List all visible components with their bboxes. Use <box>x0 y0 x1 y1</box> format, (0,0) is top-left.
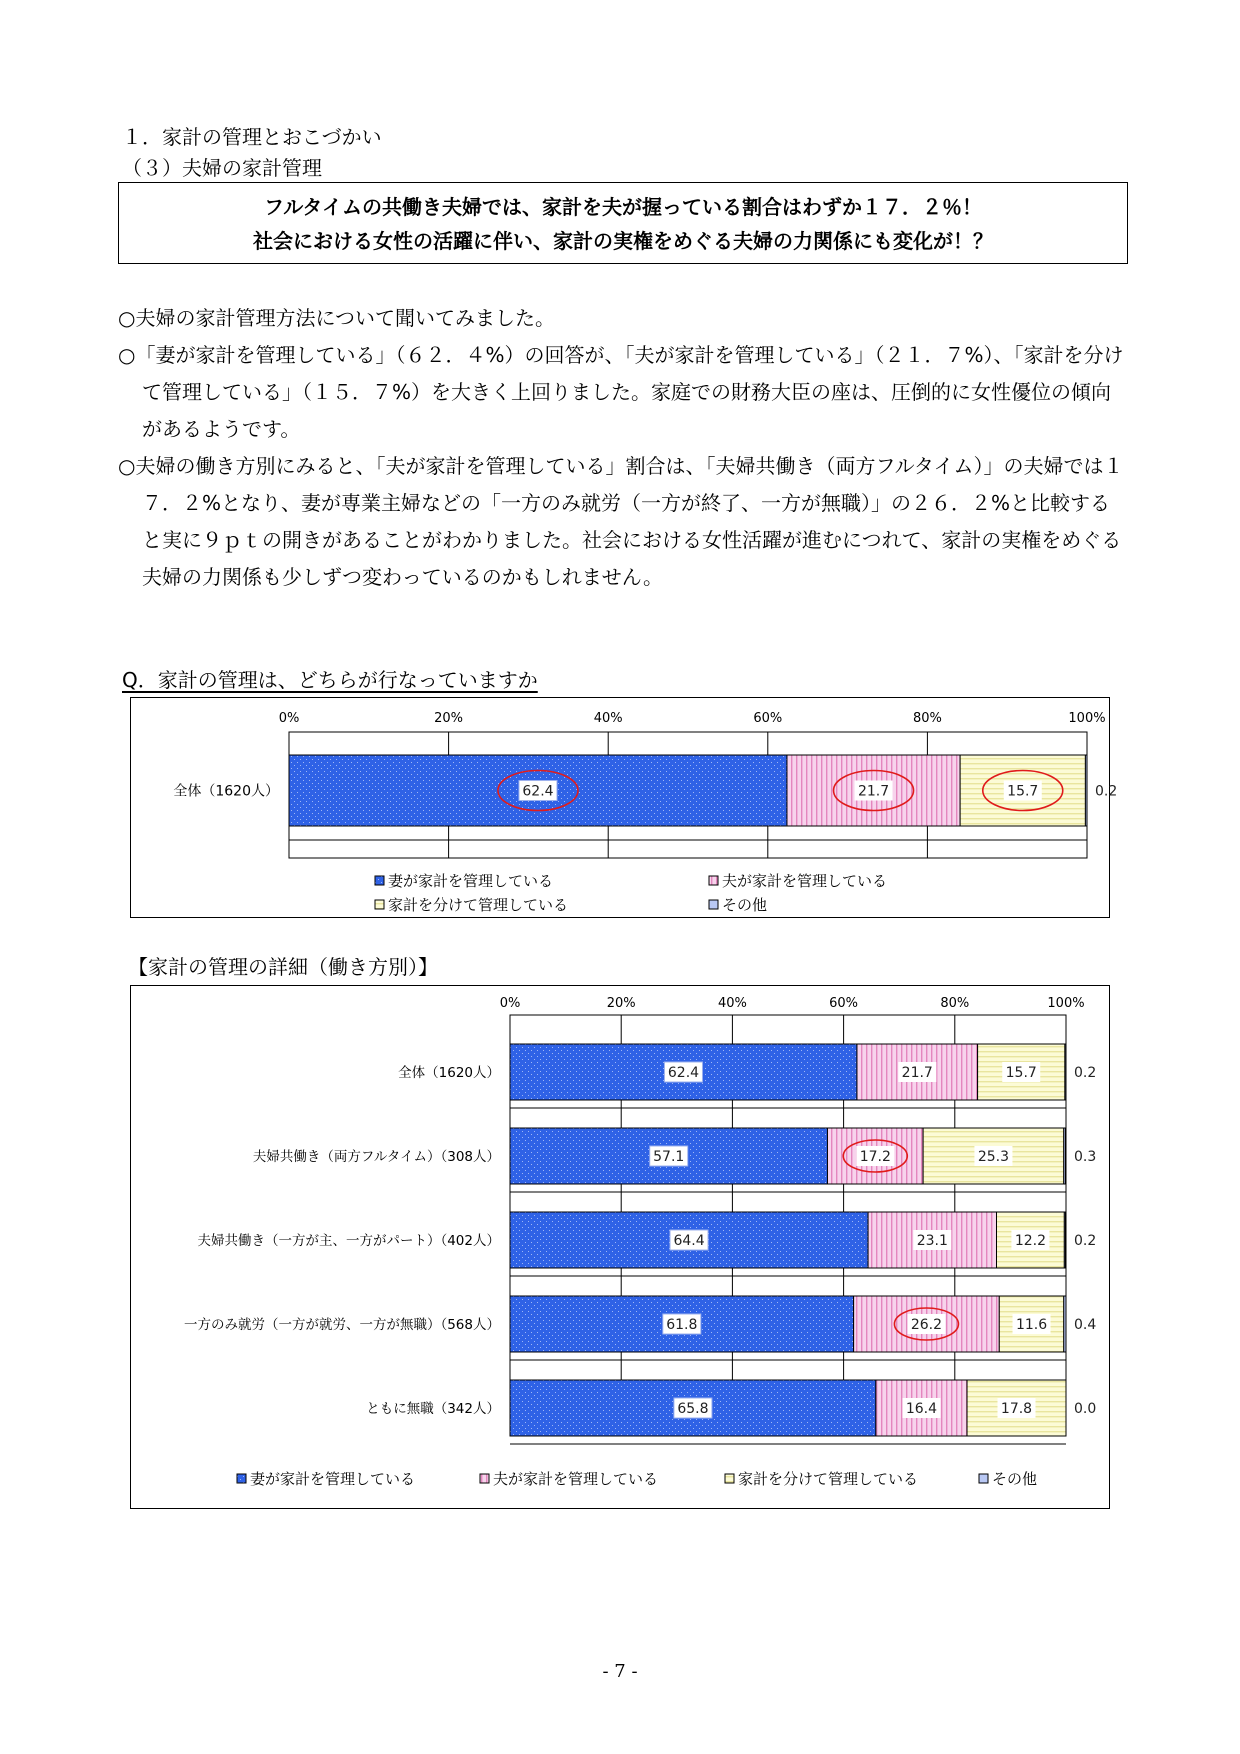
data-label: 0.4 <box>1074 1317 1097 1333</box>
survey-question: Q．家計の管理は、どちらが行なっていますか <box>122 668 538 692</box>
legend-swatch <box>725 1474 734 1483</box>
bar-segment <box>1065 1044 1066 1100</box>
legend-label: その他 <box>992 1470 1038 1488</box>
data-label: 12.2 <box>1014 1233 1047 1249</box>
page-number: - 7 - <box>602 1661 638 1682</box>
x-tick-label: 100% <box>1047 996 1085 1011</box>
x-tick-label: 100% <box>1068 711 1106 726</box>
data-label: 0.3 <box>1074 1149 1097 1165</box>
legend-swatch <box>709 876 718 885</box>
data-label: 0.0 <box>1074 1401 1097 1417</box>
body-paragraph-1: ○夫婦の家計管理方法について聞いてみました。 <box>118 306 556 330</box>
data-label: 61.8 <box>666 1317 698 1333</box>
data-label: 15.7 <box>1005 1065 1037 1081</box>
bar-segment <box>1085 755 1087 826</box>
data-label: 57.1 <box>653 1149 685 1165</box>
summary-callout-box <box>118 182 1128 264</box>
data-label: 21.7 <box>901 1065 933 1081</box>
data-label: 23.1 <box>916 1233 948 1249</box>
x-tick-label: 40% <box>717 996 747 1011</box>
legend-label: 妻が家計を管理している <box>388 872 554 890</box>
legend-label: 妻が家計を管理している <box>250 1470 416 1488</box>
legend-label: 家計を分けて管理している <box>738 1470 919 1488</box>
overall-chart <box>130 697 1118 918</box>
data-label: 62.4 <box>522 783 554 800</box>
data-label: 11.6 <box>1015 1317 1048 1333</box>
x-tick-label: 0% <box>278 711 300 726</box>
data-label: 17.8 <box>1000 1401 1033 1417</box>
data-label: 0.2 <box>1074 1065 1097 1081</box>
x-tick-label: 0% <box>499 996 521 1011</box>
data-label: 0.2 <box>1095 783 1118 800</box>
data-label: 25.3 <box>977 1149 1010 1165</box>
body-paragraph-3: ○夫婦の働き方別にみると、「夫が家計を管理している」割合は、「夫婦共働き（両方フルタイム）」の夫婦では１７．２%となり、妻が専業主婦などの「一方のみ就労（一方が終了、一方が無職）」の２６．２%と比較すると実に９ｐｔの開きがあることがわかりました。社会における女性活躍が進むにつれて、家計の実権をめぐる夫婦の力関係も少しずつ変わっているのかもしれません。 <box>118 454 1124 589</box>
data-label: 15.7 <box>1007 783 1039 800</box>
category-label: 夫婦共働き（両方フルタイム）（308人） <box>252 1149 500 1165</box>
x-tick-label: 80% <box>940 996 970 1011</box>
legend-label: 夫が家計を管理している <box>722 872 888 890</box>
x-tick-label: 20% <box>434 711 464 726</box>
category-label: 全体（1620人） <box>173 783 279 800</box>
data-label: 64.4 <box>673 1233 705 1249</box>
data-label: 0.2 <box>1074 1233 1097 1249</box>
category-label: 一方のみ就労（一方が就労、一方が無職）（568人） <box>183 1317 500 1333</box>
callout-line-1: フルタイムの共働き夫婦では、家計を夫が握っている割合はわずか１７．２％！ <box>264 195 982 219</box>
legend-swatch <box>709 900 718 909</box>
callout-line-2: 社会における女性の活躍に伴い、家計の実権をめぐる夫婦の力関係にも変化が！？ <box>253 229 993 253</box>
x-tick-label: 40% <box>593 711 623 726</box>
bar-segment <box>1064 1128 1066 1184</box>
legend-swatch <box>480 1474 489 1483</box>
data-label: 16.4 <box>905 1401 938 1417</box>
legend-swatch <box>237 1474 246 1483</box>
legend-swatch <box>375 900 384 909</box>
legend-label: 夫が家計を管理している <box>493 1470 659 1488</box>
detail-chart-svg <box>131 986 1111 1510</box>
x-tick-label: 60% <box>753 711 783 726</box>
x-tick-label: 80% <box>912 711 942 726</box>
legend-label: その他 <box>722 896 768 914</box>
bar-segment <box>1064 1212 1065 1268</box>
category-label: ともに無職（342人） <box>366 1401 500 1417</box>
detail-chart <box>130 985 1110 1509</box>
category-label: 全体（1620人） <box>398 1065 500 1081</box>
detail-chart-title: 【家計の管理の詳細（働き方別）】 <box>128 955 438 979</box>
section-heading: １．家計の管理とおこづかい <box>122 125 382 149</box>
x-tick-label: 20% <box>606 996 636 1011</box>
overall-chart-svg <box>131 698 1118 919</box>
bar-segment <box>1064 1296 1066 1352</box>
data-label: 65.8 <box>677 1401 709 1417</box>
x-tick-label: 60% <box>829 996 859 1011</box>
body-text <box>118 300 1128 596</box>
data-label: 21.7 <box>857 783 890 800</box>
section-subheading: （３）夫婦の家計管理 <box>122 156 322 180</box>
legend-swatch <box>979 1474 988 1483</box>
body-paragraph-2: ○「妻が家計を管理している」（６２．４%）の回答が、「夫が家計を管理している」（２１．７%）、「家計を分けて管理している」（１５．７%）を大きく上回りました。家庭での財務大臣の座は、圧倒的に女性優位の傾向があるようです。 <box>118 343 1124 441</box>
data-label: 26.2 <box>910 1317 943 1333</box>
data-label: 17.2 <box>859 1149 891 1165</box>
legend-swatch <box>375 876 384 885</box>
legend-label: 家計を分けて管理している <box>388 896 569 914</box>
category-label: 夫婦共働き（一方が主、一方がパート）（402人） <box>197 1233 500 1249</box>
data-label: 62.4 <box>667 1065 700 1081</box>
